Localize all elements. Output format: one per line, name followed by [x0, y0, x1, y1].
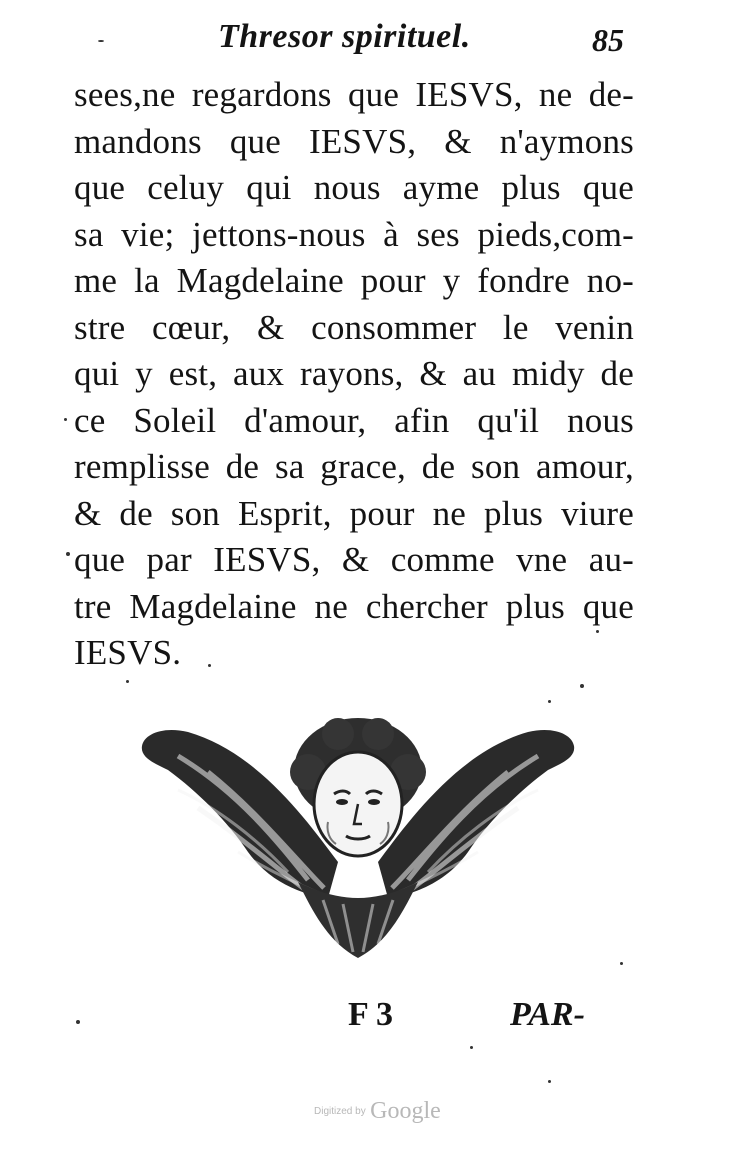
- text-line: que par IESVS, & comme vne au-: [74, 540, 634, 579]
- running-title: Thresor spirituel.: [218, 18, 471, 55]
- watermark-prefix: Digitized by: [314, 1106, 366, 1117]
- print-speck: [620, 962, 623, 965]
- print-speck: [98, 40, 104, 42]
- text-line: remplisse de sa grace, de son amour,: [74, 447, 634, 486]
- print-speck: [76, 1020, 80, 1024]
- digitization-watermark: [314, 1098, 441, 1125]
- print-speck: [208, 664, 211, 667]
- text-line: ce Soleil d'amour, afin qu'il nous: [74, 400, 634, 440]
- print-speck: [548, 1080, 551, 1083]
- text-line: mandons que IESVS, & n'aymons: [74, 121, 634, 161]
- text-line: qui y est, aux rayons, & au midy de: [74, 354, 634, 393]
- signature-mark: F 3: [348, 996, 394, 1033]
- print-speck: [64, 418, 67, 421]
- body-text: [74, 72, 634, 677]
- print-speck: [580, 684, 584, 688]
- text-line: IESVS.: [74, 633, 182, 672]
- page-number: 85: [592, 22, 624, 58]
- catchword: PAR-: [510, 996, 585, 1033]
- winged-cherub-head-icon: [138, 712, 578, 962]
- text-line: me la Magdelaine pour y fondre no-: [74, 261, 634, 300]
- text-line: stre cœur, & consommer le venin: [74, 307, 634, 347]
- print-speck: [470, 1046, 473, 1049]
- text-line: tre Magdelaine ne chercher plus que: [74, 586, 634, 626]
- text-line: que celuy qui nous ayme plus que: [74, 168, 634, 207]
- print-speck: [548, 700, 551, 703]
- print-speck: [66, 552, 70, 556]
- text-line: sees,ne regardons que IESVS, ne de-: [74, 75, 634, 114]
- text-line: sa vie; jettons-nous à ses pieds,com-: [74, 214, 634, 254]
- print-speck: [596, 630, 599, 633]
- watermark-brand: Google: [370, 1098, 441, 1124]
- text-line: & de son Esprit, pour ne plus viure: [74, 493, 634, 533]
- print-speck: [126, 680, 129, 683]
